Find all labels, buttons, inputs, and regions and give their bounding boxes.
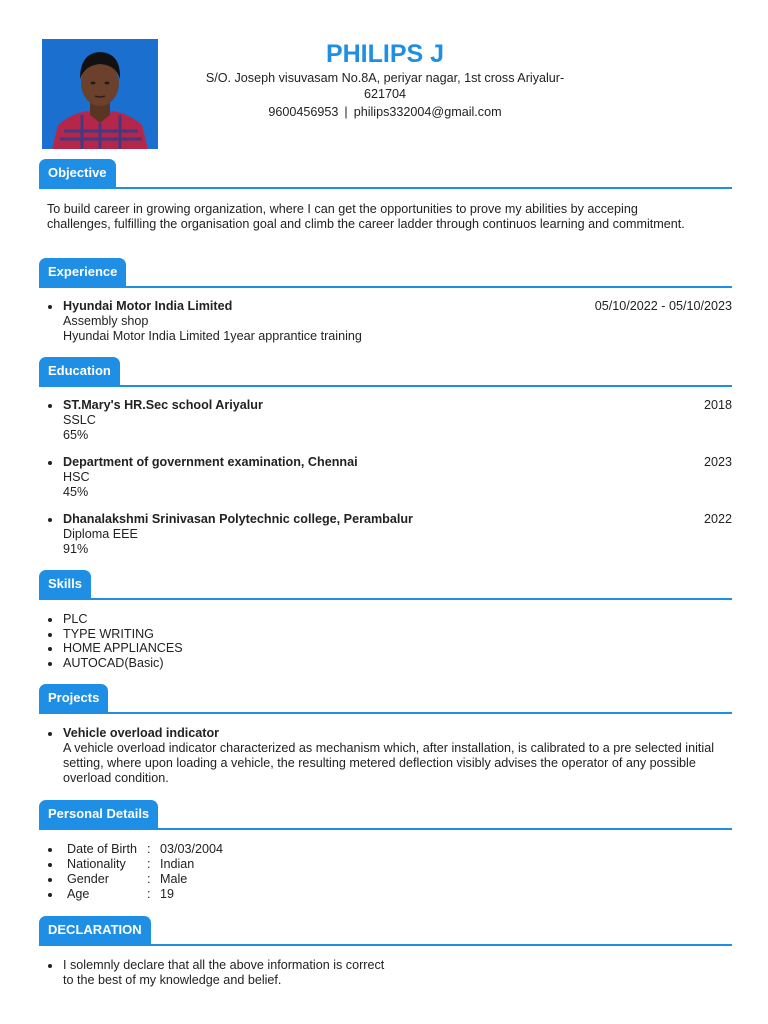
education-qualification: Diploma EEE <box>63 527 138 541</box>
contact-separator: | <box>344 105 348 119</box>
experience-heading: Experience <box>39 258 126 287</box>
education-item <box>39 512 732 557</box>
detail-label: Nationality <box>67 857 126 871</box>
personal-details-heading: Personal Details <box>39 800 158 829</box>
objective-section <box>39 159 732 232</box>
section-header <box>39 684 732 714</box>
experience-section <box>39 258 732 344</box>
section-divider <box>39 828 732 830</box>
skill-item: PLC <box>39 612 732 627</box>
section-header <box>39 159 732 189</box>
personal-detail-row <box>39 857 732 872</box>
education-item <box>39 455 732 500</box>
detail-colon: : <box>147 857 151 871</box>
education-qualification: SSLC <box>63 413 96 427</box>
skills-heading: Skills <box>39 570 91 599</box>
detail-colon: : <box>147 887 151 901</box>
education-institution: Dhanalakshmi Srinivasan Polytechnic college, Perambalur <box>63 512 413 526</box>
education-item <box>39 398 732 443</box>
section-divider <box>39 712 732 714</box>
declaration-heading: DECLARATION <box>39 916 151 945</box>
personal-details-section <box>39 800 732 902</box>
detail-label: Gender <box>67 872 110 886</box>
profile-photo <box>42 39 158 149</box>
address-line-2: 621704 <box>363 87 407 101</box>
contact-line <box>185 104 585 120</box>
experience-company: Hyundai Motor India Limited <box>63 299 233 313</box>
resume-header <box>185 40 585 120</box>
education-score: 91% <box>63 542 89 556</box>
skill-item: AUTOCAD(Basic) <box>39 656 732 671</box>
education-score: 65% <box>63 428 89 442</box>
detail-value: Male <box>160 872 188 886</box>
education-score: 45% <box>63 485 89 499</box>
objective-text: To build career in growing organization, where I can get the opportunities to prove my abilities by acceping challenges, fulfilling the organisation goal and climb the career ladder through continuos learning and commitment. <box>47 202 685 231</box>
section-header <box>39 258 732 288</box>
personal-detail-row <box>39 887 732 902</box>
project-description: A vehicle overload indicator characterized as mechanism which, after installation, is calibrated to a pre selected initial setting, where upon loading a vehicle, the resulting metered deflection visibly advises the operator of any possible overload condition. <box>63 741 715 785</box>
declaration-section <box>39 916 732 988</box>
email-address: philips332004@gmail.com <box>353 105 502 119</box>
section-divider <box>39 944 732 946</box>
skills-section <box>39 570 732 670</box>
skill-item: HOME APPLIANCES <box>39 641 732 656</box>
section-header <box>39 800 732 830</box>
address-line-1: S/O. Joseph visuvasam No.8A, periyar nagar, 1st cross Ariyalur- <box>205 71 565 85</box>
projects-section <box>39 684 732 786</box>
detail-value: 03/03/2004 <box>160 842 224 856</box>
section-divider <box>39 598 732 600</box>
declaration-item <box>39 958 732 988</box>
project-title: Vehicle overload indicator <box>63 726 220 740</box>
detail-label: Age <box>67 887 90 901</box>
education-year: 2018 <box>703 398 732 412</box>
personal-detail-row <box>39 872 732 887</box>
detail-label: Date of Birth <box>67 842 137 856</box>
declaration-line-1: I solemnly declare that all the above information is correct <box>63 958 385 972</box>
section-divider <box>39 286 732 288</box>
education-qualification: HSC <box>63 470 90 484</box>
declaration-line-2: to the best of my knowledge and belief. <box>63 973 282 987</box>
detail-colon: : <box>147 842 151 856</box>
education-year: 2023 <box>703 455 732 469</box>
experience-item <box>39 299 732 344</box>
education-institution: Department of government examination, Chennai <box>63 455 358 469</box>
phone-number: 9600456953 <box>268 105 339 119</box>
section-divider <box>39 187 732 189</box>
experience-dates: 05/10/2022 - 05/10/2023 <box>594 299 732 313</box>
section-divider <box>39 385 732 387</box>
education-year: 2022 <box>703 512 732 526</box>
projects-heading: Projects <box>39 684 108 713</box>
education-section <box>39 357 732 557</box>
objective-heading: Objective <box>39 159 116 188</box>
education-heading: Education <box>39 357 120 386</box>
detail-value: 19 <box>160 887 175 901</box>
project-item <box>39 726 732 786</box>
detail-value: Indian <box>160 857 195 871</box>
section-header <box>39 570 732 600</box>
candidate-name: PHILIPS J <box>325 40 445 68</box>
experience-description: Hyundai Motor India Limited 1year apprantice training <box>63 329 362 343</box>
personal-detail-row <box>39 842 732 857</box>
education-institution: ST.Mary's HR.Sec school Ariyalur <box>63 398 263 412</box>
skill-item: TYPE WRITING <box>39 627 732 642</box>
experience-role: Assembly shop <box>63 314 149 328</box>
section-header <box>39 357 732 387</box>
section-header <box>39 916 732 946</box>
detail-colon: : <box>147 872 151 886</box>
